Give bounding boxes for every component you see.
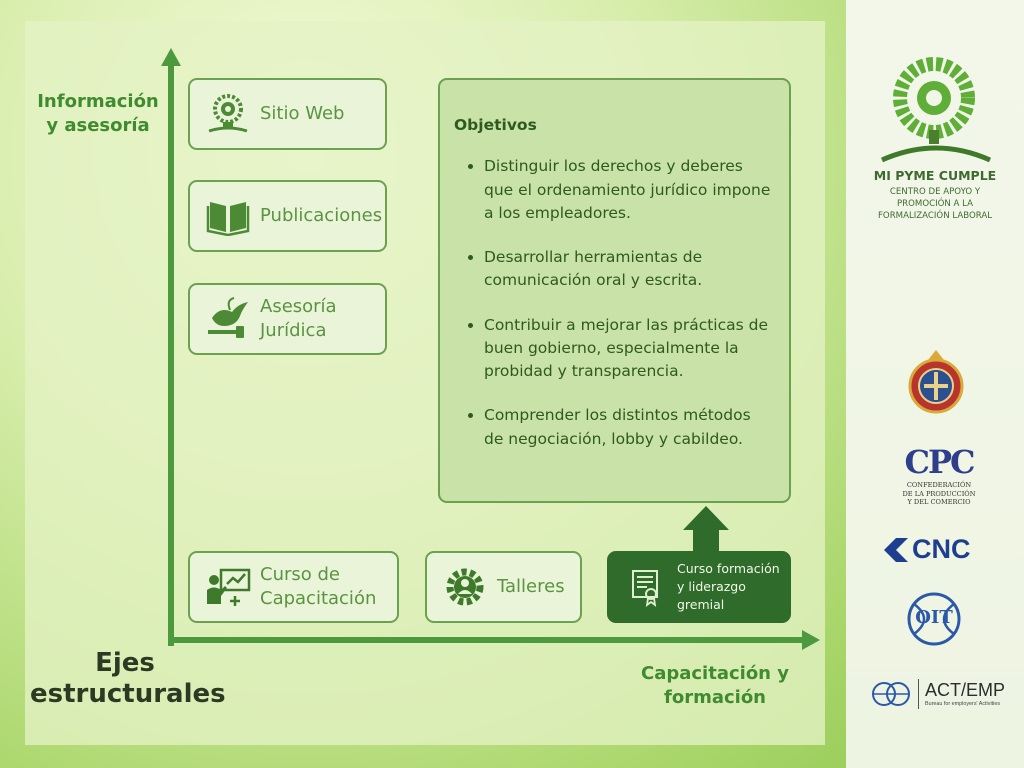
brand-title: MI PYME CUMPLE xyxy=(873,168,997,183)
objetivo-item: • Distinguir los derechos y deberes que el ordenamiento jurídico impone a los empleadores. xyxy=(484,155,771,225)
oit-logo xyxy=(902,590,966,652)
cnc-logo xyxy=(880,534,990,565)
curso-liderazgo-label: Curso formación y liderazgo gremial xyxy=(677,560,780,613)
presentation-icon xyxy=(204,563,252,611)
cpc-line2: DE LA PRODUCCIÓN xyxy=(902,489,976,498)
objetivos-arrowhead xyxy=(683,506,729,530)
vertical-axis xyxy=(168,64,174,646)
cnc-acronym: CNC xyxy=(912,534,971,564)
cpc-logo xyxy=(888,443,990,507)
objetivo-item: • Contribuir a mejorar las prácticas de buen gobierno, especialmente la probidad y transparencia. xyxy=(484,314,771,384)
cnc-chevron-icon xyxy=(880,536,910,564)
brand-subtitle: CENTRO DE APOYO Y PROMOCIÓN A LA FORMALIZACIÓN LABORAL xyxy=(877,187,993,222)
vertical-axis-label: Información y asesoría xyxy=(37,91,159,137)
vertical-axis-arrowhead xyxy=(161,48,181,66)
act-emp-caption: Bureau for employers' Activities xyxy=(925,701,1001,707)
curso-capacitacion-box[interactable] xyxy=(188,551,399,623)
horizontal-axis xyxy=(168,637,804,643)
asesoria-juridica-label: Asesoría Jurídica xyxy=(260,295,337,341)
cpc-line1: CONFEDERACIÓN xyxy=(906,481,972,489)
ejes-estructurales-label: Ejes estructurales xyxy=(30,648,226,710)
university-seal-logo xyxy=(906,348,966,422)
asesoria-juridica-box[interactable] xyxy=(188,283,387,355)
gear-person-icon xyxy=(441,563,489,611)
objetivos-panel xyxy=(438,78,791,503)
cpc-acronym: CPC xyxy=(904,443,974,481)
publicaciones-label: Publicaciones xyxy=(260,204,383,226)
curso-liderazgo-box[interactable] xyxy=(607,551,791,623)
certificate-icon xyxy=(621,563,669,611)
sitio-web-label: Sitio Web xyxy=(260,102,345,124)
talleres-box[interactable] xyxy=(425,551,582,623)
talleres-label: Talleres xyxy=(497,575,565,597)
dove-gavel-icon xyxy=(204,295,252,343)
book-icon xyxy=(204,192,252,240)
act-emp-acronym: ACT/EMP xyxy=(925,680,1006,700)
objetivos-list xyxy=(454,155,771,451)
act-emp-logo xyxy=(870,678,1020,710)
objetivos-arrow-stem xyxy=(693,528,719,552)
horizontal-axis-arrowhead xyxy=(802,630,820,650)
globe-icon xyxy=(204,90,252,138)
objetivo-item: • Desarrollar herramientas de comunicación oral y escrita. xyxy=(484,246,771,293)
cpc-line3: Y DEL COMERCIO xyxy=(907,498,971,507)
act-emp-emblem-icon xyxy=(870,678,912,710)
objetivo-item: • Comprender los distintos métodos de negociación, lobby y cabildeo. xyxy=(484,404,771,451)
publicaciones-box[interactable] xyxy=(188,180,387,252)
curso-capacitacion-label: Curso de Capacitación xyxy=(260,563,377,609)
horizontal-axis-label: Capacitación y formación xyxy=(641,663,789,709)
sitio-web-box[interactable] xyxy=(188,78,387,150)
mi-pyme-cumple-logo xyxy=(874,40,998,170)
objetivos-title: Objetivos xyxy=(454,116,537,134)
oit-acronym: OIT xyxy=(915,607,953,628)
